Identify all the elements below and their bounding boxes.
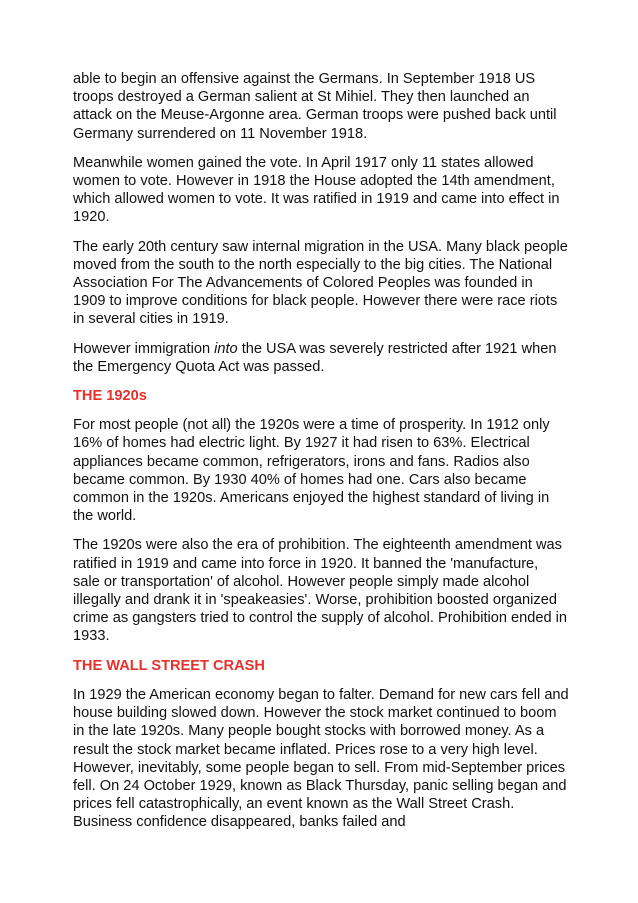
paragraph-women-vote: Meanwhile women gained the vote. In April 1917 only 11 states allowed women to vote. However in 1918 the House adopted the 14th amendment, which allowed women to vote. It was ratified in 1919 and came into effect in 1920. <box>73 154 560 226</box>
paragraph-migration: The early 20th century saw internal migration in the USA. Many black people moved from the south to the north especially to the big cities. The National Association For The Advancements of Colored Peoples was founded in 1909 to improve conditions for black people. However there were race riots in several cities in 1919. <box>73 238 568 328</box>
heading-1920s: THE 1920s <box>73 388 147 405</box>
immigration-emphasis: into <box>214 340 238 357</box>
paragraph-prohibition: The 1920s were also the era of prohibition. The eighteenth amendment was ratified in 1919 and came into force in 1920. It banned the 'manufacture, sale or transportation' of alcohol. However people simply made alcohol illegally and drank it in 'speakeasies'. Worse, prohibition boosted organized crime as gangsters tried to control the supply of alcohol. Prohibition ended in 1933. <box>73 537 568 645</box>
paragraph-immigration <box>73 340 569 376</box>
paragraph-offensive: able to begin an offensive against the Germans. In September 1918 US troops destroyed a German salient at St Mihiel. They then launched an attack on the Meuse-Argonne area. German troops were pushed back until Germany surrendered on 11 November 1918. <box>73 71 557 142</box>
immigration-text-after: the USA was severely restricted after 1921 when the Emergency Quota Act was passed. <box>73 340 557 375</box>
immigration-text-before: However immigration <box>73 340 215 357</box>
document-page <box>73 70 569 843</box>
paragraph-crash: In 1929 the American economy began to falter. Demand for new cars fell and house building slowed down. However the stock market continued to boom in the late 1920s. Many people bought stocks with borrowed money. As a result the stock market became inflated. Prices rose to a very high level. However, inevitably, some people began to sell. From mid-September prices fell. On 24 October 1929, known as Black Thursday, panic selling began and prices fell catastrophically, an event known as the Wall Street Crash. Business confidence disappeared, banks failed and <box>73 686 569 831</box>
heading-wall-street-crash: THE WALL STREET CRASH <box>73 657 265 674</box>
paragraph-prosperity: For most people (not all) the 1920s were a time of prosperity. In 1912 only 16% of homes had electric light. By 1927 it had risen to 63%. Electrical appliances became common, refrigerators, irons and fans. Radios also became common. By 1930 40% of homes had one. Cars also became common in the 1920s. Americans enjoyed the highest standard of living in the world. <box>73 417 550 525</box>
